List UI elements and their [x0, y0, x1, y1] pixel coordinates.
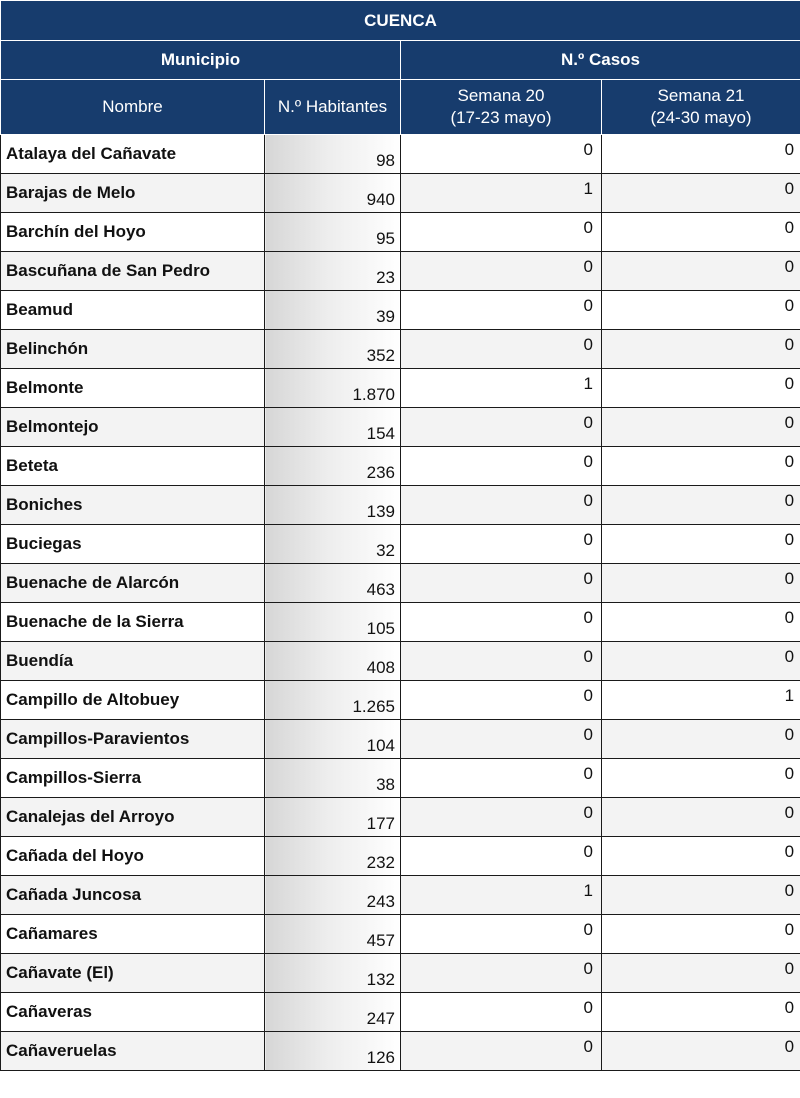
- semana-21-cases: 0: [602, 798, 800, 837]
- table-row: [1, 135, 800, 174]
- habitantes-value: 38: [265, 759, 401, 798]
- semana-21-cases: 0: [602, 915, 800, 954]
- semana-21-cases: 0: [602, 603, 800, 642]
- table-row: [1, 954, 800, 993]
- semana-21-cases: 0: [602, 564, 800, 603]
- semana-21-cases: 0: [602, 447, 800, 486]
- habitantes-value: 105: [265, 603, 401, 642]
- table-row: [1, 369, 800, 408]
- semana-21-cases: 0: [602, 876, 800, 915]
- column-header-semana-21: [602, 80, 800, 135]
- semana-20-cases: 0: [401, 642, 602, 681]
- habitantes-value: 95: [265, 213, 401, 252]
- municipio-name: Barajas de Melo: [1, 174, 265, 213]
- municipio-name: Campillo de Altobuey: [1, 681, 265, 720]
- semana-20-cases: 0: [401, 954, 602, 993]
- habitantes-value: 457: [265, 915, 401, 954]
- habitantes-value: 104: [265, 720, 401, 759]
- habitantes-value: 126: [265, 1032, 401, 1071]
- semana-21-cases: 0: [602, 837, 800, 876]
- habitantes-value: 940: [265, 174, 401, 213]
- table-row: [1, 564, 800, 603]
- semana-20-cases: 0: [401, 681, 602, 720]
- table-row: [1, 603, 800, 642]
- table-row: [1, 798, 800, 837]
- municipio-name: Beteta: [1, 447, 265, 486]
- municipio-name: Buciegas: [1, 525, 265, 564]
- semana-21-cases: 0: [602, 993, 800, 1032]
- semana-21-label: Semana 21: [657, 86, 745, 105]
- semana-20-cases: 0: [401, 135, 602, 174]
- semana-20-cases: 0: [401, 330, 602, 369]
- table-row: [1, 1032, 800, 1071]
- table-row: [1, 720, 800, 759]
- municipio-name: Cañamares: [1, 915, 265, 954]
- table-row: [1, 330, 800, 369]
- semana-20-cases: 0: [401, 759, 602, 798]
- habitantes-value: 232: [265, 837, 401, 876]
- municipio-name: Cañaveruelas: [1, 1032, 265, 1071]
- municipio-name: Atalaya del Cañavate: [1, 135, 265, 174]
- column-header-nombre: Nombre: [1, 80, 265, 135]
- municipio-name: Buenache de Alarcón: [1, 564, 265, 603]
- habitantes-value: 154: [265, 408, 401, 447]
- municipio-name: Cañada Juncosa: [1, 876, 265, 915]
- group-header-casos: N.º Casos: [401, 41, 800, 80]
- table-row: [1, 408, 800, 447]
- semana-21-cases: 0: [602, 1032, 800, 1071]
- semana-21-cases: 0: [602, 486, 800, 525]
- table-row: [1, 525, 800, 564]
- semana-20-cases: 0: [401, 993, 602, 1032]
- habitantes-value: 177: [265, 798, 401, 837]
- municipio-name: Buenache de la Sierra: [1, 603, 265, 642]
- habitantes-value: 1.870: [265, 369, 401, 408]
- habitantes-value: 352: [265, 330, 401, 369]
- semana-21-cases: 0: [602, 720, 800, 759]
- semana-20-label: Semana 20: [457, 86, 545, 105]
- semana-21-cases: 0: [602, 642, 800, 681]
- municipio-name: Campillos-Paravientos: [1, 720, 265, 759]
- table-row: [1, 759, 800, 798]
- semana-20-cases: 1: [401, 369, 602, 408]
- semana-20-cases: 0: [401, 252, 602, 291]
- municipio-name: Bascuñana de San Pedro: [1, 252, 265, 291]
- semana-20-cases: 0: [401, 1032, 602, 1071]
- table-body: [1, 135, 800, 1071]
- table-row: [1, 486, 800, 525]
- table-row: [1, 993, 800, 1032]
- semana-20-cases: 0: [401, 447, 602, 486]
- semana-21-cases: 0: [602, 330, 800, 369]
- habitantes-value: 408: [265, 642, 401, 681]
- semana-20-cases: 0: [401, 525, 602, 564]
- municipio-name: Campillos-Sierra: [1, 759, 265, 798]
- municipio-name: Boniches: [1, 486, 265, 525]
- municipio-name: Cañavate (El): [1, 954, 265, 993]
- habitantes-value: 23: [265, 252, 401, 291]
- semana-21-cases: 0: [602, 408, 800, 447]
- habitantes-value: 243: [265, 876, 401, 915]
- semana-20-range: (17-23 mayo): [450, 108, 552, 127]
- semana-21-cases: 0: [602, 252, 800, 291]
- semana-20-cases: 0: [401, 798, 602, 837]
- semana-20-cases: 0: [401, 564, 602, 603]
- habitantes-value: 463: [265, 564, 401, 603]
- table-row: [1, 252, 800, 291]
- table-row: [1, 642, 800, 681]
- semana-21-range: (24-30 mayo): [650, 108, 752, 127]
- habitantes-value: 132: [265, 954, 401, 993]
- semana-20-cases: 1: [401, 876, 602, 915]
- municipio-name: Cañaveras: [1, 993, 265, 1032]
- semana-20-cases: 0: [401, 603, 602, 642]
- habitantes-value: 32: [265, 525, 401, 564]
- habitantes-value: 139: [265, 486, 401, 525]
- municipio-name: Canalejas del Arroyo: [1, 798, 265, 837]
- table-row: [1, 291, 800, 330]
- table-title: CUENCA: [1, 1, 800, 41]
- semana-21-cases: 0: [602, 135, 800, 174]
- table-row: [1, 915, 800, 954]
- municipio-name: Belinchón: [1, 330, 265, 369]
- semana-21-cases: 0: [602, 525, 800, 564]
- semana-21-cases: 0: [602, 369, 800, 408]
- habitantes-value: 247: [265, 993, 401, 1032]
- municipio-name: Belmonte: [1, 369, 265, 408]
- semana-21-cases: 0: [602, 174, 800, 213]
- habitantes-value: 98: [265, 135, 401, 174]
- municipio-name: Belmontejo: [1, 408, 265, 447]
- column-header-semana-20: [401, 80, 602, 135]
- semana-20-cases: 0: [401, 213, 602, 252]
- municipio-name: Barchín del Hoyo: [1, 213, 265, 252]
- semana-20-cases: 0: [401, 291, 602, 330]
- table-row: [1, 174, 800, 213]
- table-row: [1, 213, 800, 252]
- group-header-municipio: Municipio: [1, 41, 401, 80]
- semana-21-cases: 0: [602, 759, 800, 798]
- semana-20-cases: 0: [401, 837, 602, 876]
- semana-21-cases: 0: [602, 954, 800, 993]
- municipio-name: Cañada del Hoyo: [1, 837, 265, 876]
- habitantes-value: 39: [265, 291, 401, 330]
- table-row: [1, 681, 800, 720]
- habitantes-value: 236: [265, 447, 401, 486]
- semana-21-cases: 0: [602, 291, 800, 330]
- semana-20-cases: 1: [401, 174, 602, 213]
- municipio-name: Buendía: [1, 642, 265, 681]
- semana-21-cases: 1: [602, 681, 800, 720]
- table-row: [1, 837, 800, 876]
- semana-20-cases: 0: [401, 486, 602, 525]
- semana-20-cases: 0: [401, 408, 602, 447]
- column-header-habitantes: N.º Habitantes: [265, 80, 401, 135]
- semana-20-cases: 0: [401, 915, 602, 954]
- semana-21-cases: 0: [602, 213, 800, 252]
- table-row: [1, 876, 800, 915]
- habitantes-value: 1.265: [265, 681, 401, 720]
- municipio-name: Beamud: [1, 291, 265, 330]
- table-row: [1, 447, 800, 486]
- semana-20-cases: 0: [401, 720, 602, 759]
